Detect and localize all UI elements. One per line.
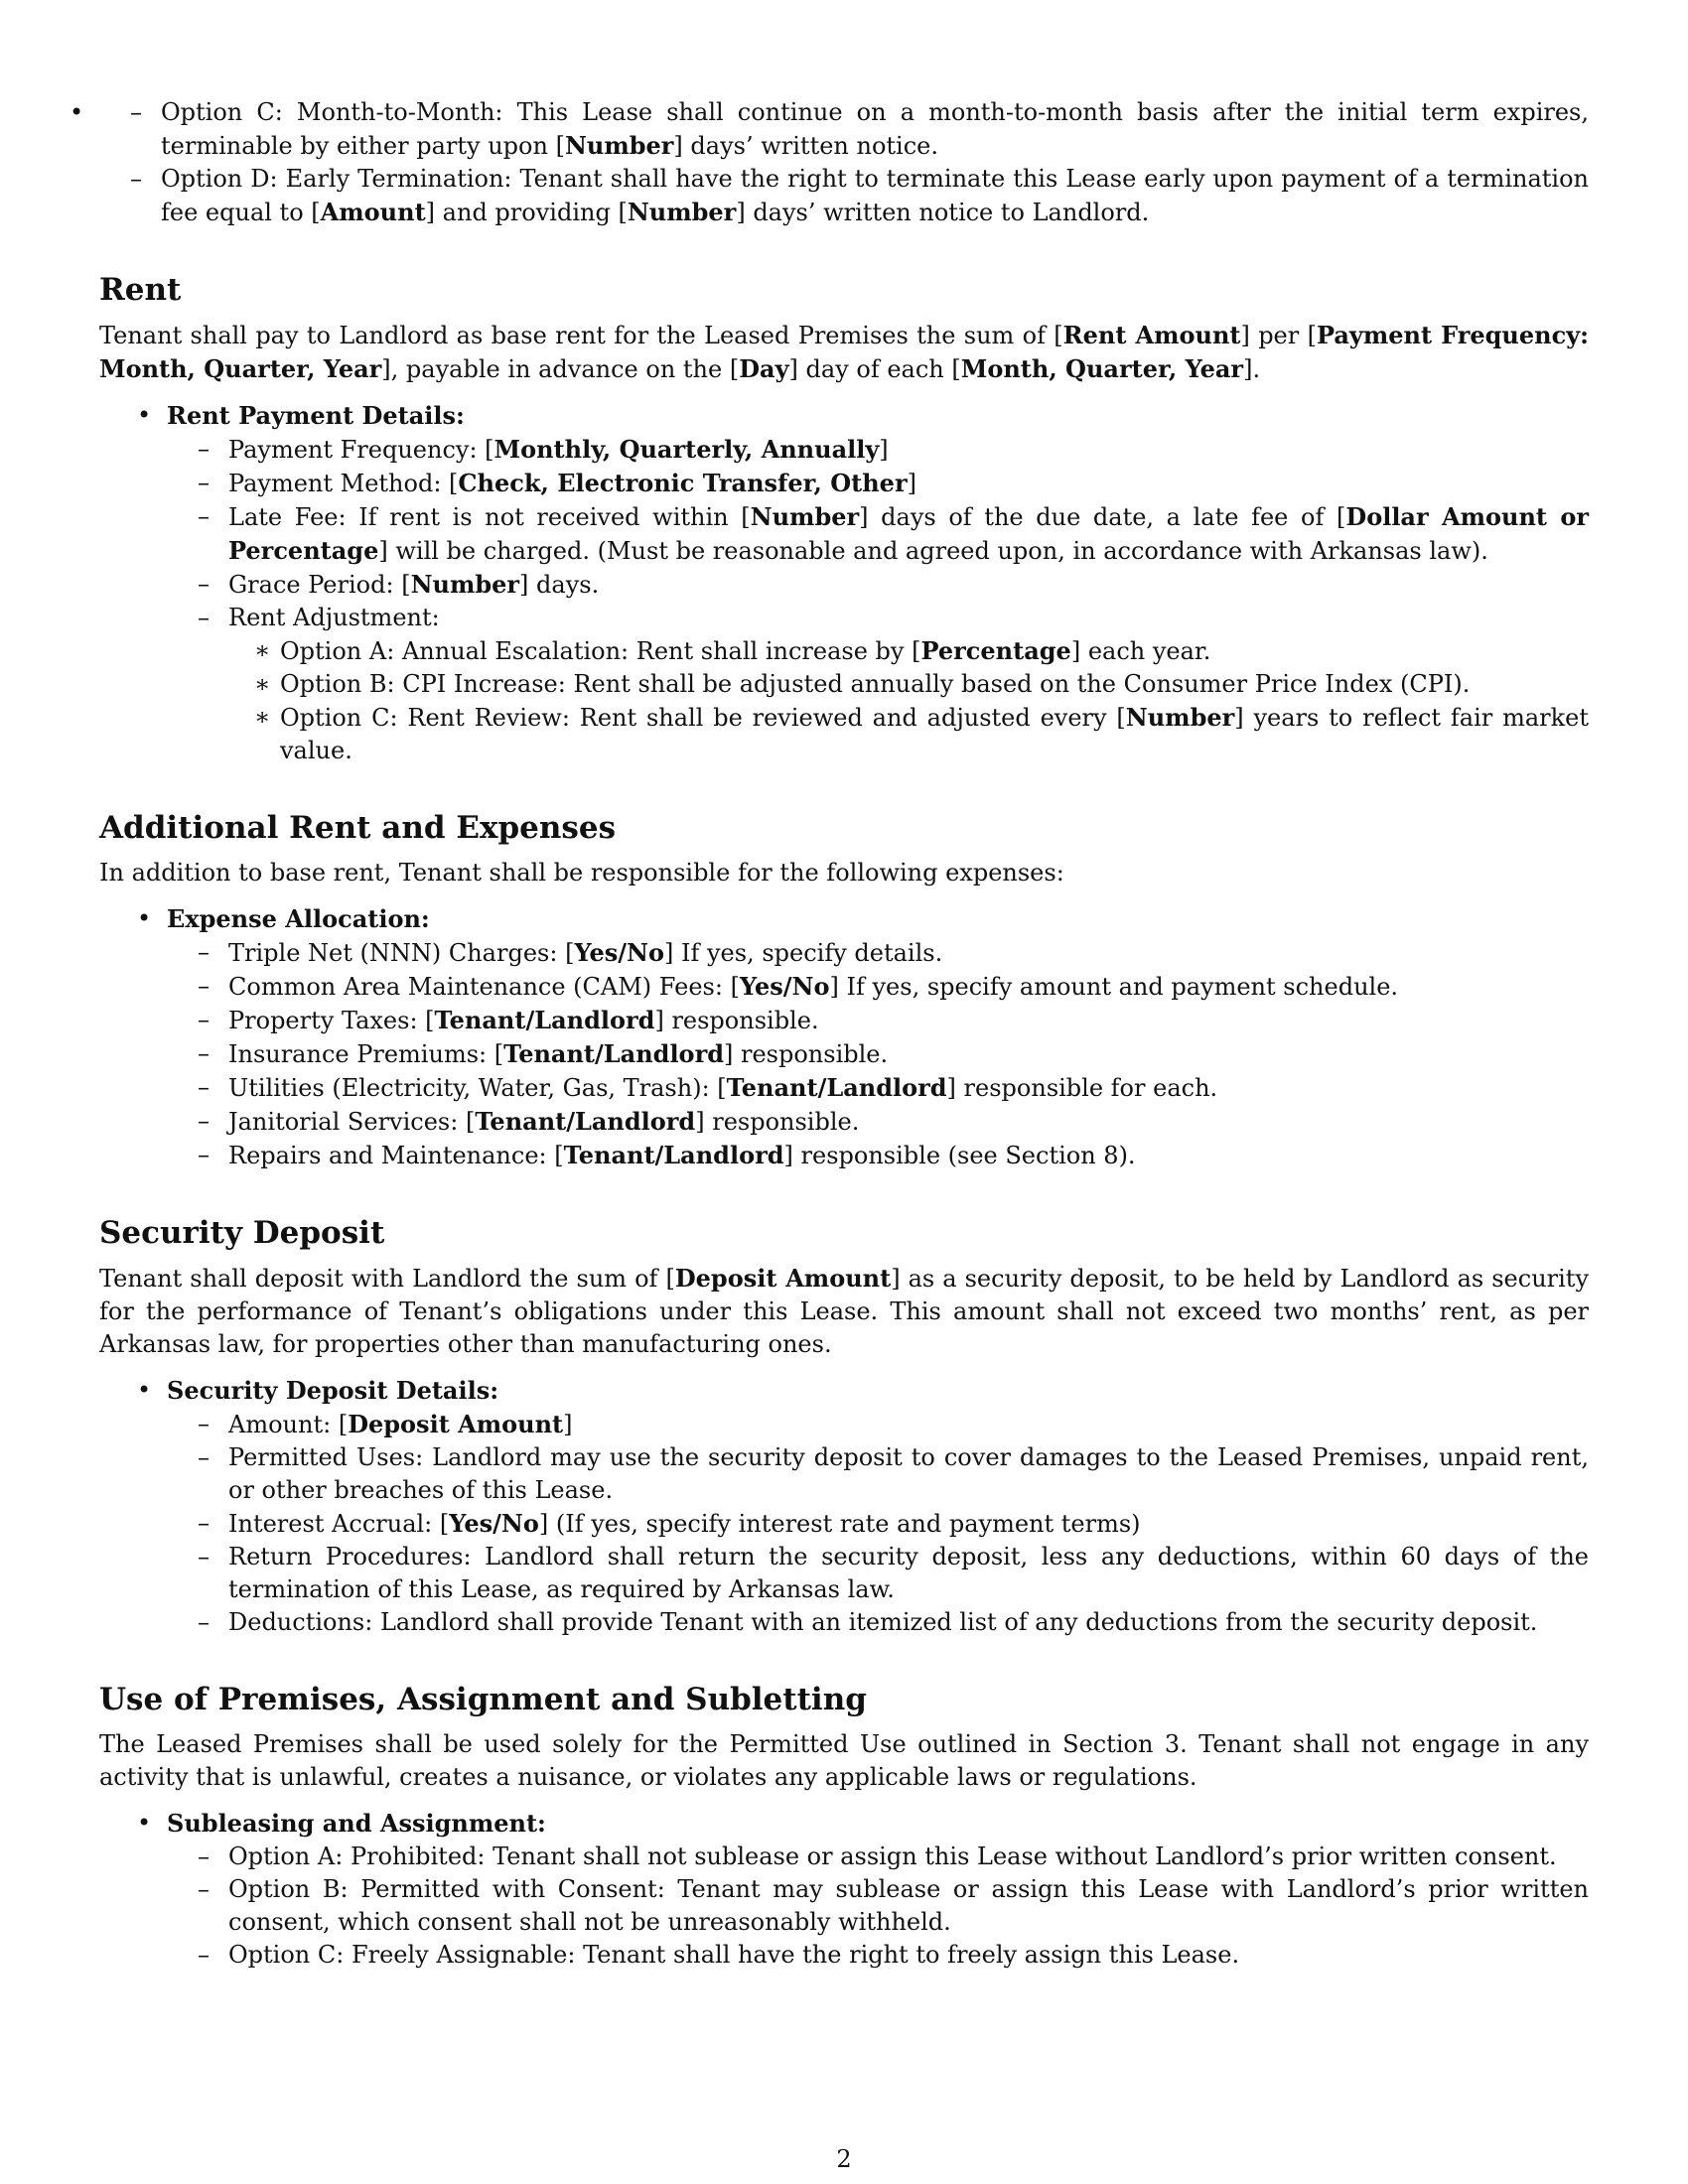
rent-details-list <box>99 399 1589 767</box>
list-item: – Utilities (Electricity, Water, Gas, Trash): [Tenant/Landlord] responsible for each. <box>167 1071 1589 1105</box>
term-option-d: – Option D: Early Termination: Tenant shall have the right to terminate this Lease early upon payment of a termination fee equal to [Amount] and providing [Number] days’ written notice to Landlord. <box>99 163 1589 229</box>
list-item: ∗ Option B: CPI Increase: Rent shall be adjusted annually based on the Consumer Price Index (CPI). <box>228 668 1589 701</box>
list-item: – Permitted Uses: Landlord may use the security deposit to cover damages to the Leased Premises, unpaid rent, or other breaches of this Lease. <box>167 1441 1589 1507</box>
list-item: – Option C: Freely Assignable: Tenant shall have the right to freely assign this Lease. <box>167 1939 1589 1972</box>
additional-rent-heading: Additional Rent and Expenses <box>99 810 617 846</box>
list-item: – Common Area Maintenance (CAM) Fees: [Yes/No] If yes, specify amount and payment schedule. <box>167 970 1589 1004</box>
list-item: – Payment Method: [Check, Electronic Transfer, Other] <box>167 467 1589 500</box>
subleasing-list <box>99 1807 1589 1972</box>
use-of-premises-paragraph: The Leased Premises shall be used solely for the Permitted Use outlined in Section 3. Tenant shall not engage in any activity that is unlawful, creates a nuisance, or violates any applicable laws or regulations. <box>99 1730 1589 1791</box>
list-item: ∗ Option C: Rent Review: Rent shall be reviewed and adjusted every [Number] years to reflect fair market value. <box>228 701 1589 767</box>
additional-rent-intro: In addition to base rent, Tenant shall be responsible for the following expenses: <box>99 859 1064 887</box>
list-item: – Late Fee: If rent is not received within [Number] days of the due date, a late fee of [Dollar Amount or Percentage] will be charged. (Must be reasonable and agreed upon, in accordance with Arkansas law). <box>167 500 1589 568</box>
list-item: – Grace Period: [Number] days. <box>167 568 1589 602</box>
list-item: – Option A: Prohibited: Tenant shall not sublease or assign this Lease without Landlord’s prior written consent. <box>167 1841 1589 1873</box>
list-item: – Property Taxes: [Tenant/Landlord] responsible. <box>167 1004 1589 1037</box>
list-item: – Option B: Permitted with Consent: Tenant may sublease or assign this Lease with Landlord’s prior written consent, which consent shall not be unreasonably withheld. <box>167 1873 1589 1939</box>
security-deposit-paragraph: Tenant shall deposit with Landlord the sum of [Deposit Amount] as a security deposit, to be held by Landlord as security for the performance of Tenant’s obligations under this Lease. This amount shall not exceed two months’ rent, as per Arkansas law, for properties other than manufacturing ones. <box>99 1264 1590 1358</box>
document-page <box>99 96 1589 1972</box>
list-item: – Insurance Premiums: [Tenant/Landlord] responsible. <box>167 1037 1589 1071</box>
use-of-premises-section <box>99 1681 1589 1972</box>
list-item: – Interest Accrual: [Yes/No] (If yes, specify interest rate and payment terms) <box>167 1507 1589 1541</box>
rent-heading: Rent <box>99 272 182 308</box>
subleasing-item: • Subleasing and Assignment: – Option A: Prohibited: Tenant shall not sublease or assign this Lease without Landlord’s prior written consent. – Option B: Permitted with Consent: Tenant may sublease or assign this Lease with Landlord’s prior written consent, which consent shall not be unreasonably withheld. – Option C: Freely Assignable: Tenant shall have the right to freely assign this Lease. <box>99 1807 1589 1972</box>
term-options-list <box>32 96 1589 229</box>
expense-list <box>99 902 1589 1172</box>
rent-details-item: • Rent Payment Details: – Payment Frequency: [Monthly, Quarterly, Annually] – Payment Method: [Check, Electronic Transfer, Other] – Late Fee: If rent is not received within [Number] days of the due date, a late fee of [Dollar Amount or Percentage] will be charged. (Must be reasonable and agreed upon, in accordance with Arkansas law). – Grace Period: [Number] days. – Rent Adjustment: ∗ Option A: Annual Escalation: Rent shall increase by [Percentage] each year. ∗ Option B: CPI Increase: Rent shall be adjusted annually based on the Consumer Price Index (CPI). ∗ Option C: Rent Review: Rent shall be reviewed and adjusted every [Number] years to reflect fair market value. <box>99 399 1589 767</box>
list-item: – Rent Adjustment: ∗ Option A: Annual Escalation: Rent shall increase by [Percentage] each year. ∗ Option B: CPI Increase: Rent shall be adjusted annually based on the Consumer Price Index (CPI). ∗ Option C: Rent Review: Rent shall be reviewed and adjusted every [Number] years to reflect fair market value. <box>167 602 1589 767</box>
deposit-details-list <box>99 1374 1589 1639</box>
rent-section <box>99 271 1589 767</box>
term-option-c: – • Option C: Month-to-Month: This Lease shall continue on a month-to-month basis after the initial term expires, terminable by either party upon [Number] days’ written notice. <box>99 96 1589 163</box>
security-deposit-section <box>99 1214 1589 1639</box>
additional-rent-section <box>99 809 1589 1172</box>
list-item: – Payment Frequency: [Monthly, Quarterly, Annually] <box>167 433 1589 467</box>
list-item: – Repairs and Maintenance: [Tenant/Landlord] responsible (see Section 8). <box>167 1139 1589 1172</box>
deposit-details-item: • Security Deposit Details: – Amount: [Deposit Amount] – Permitted Uses: Landlord may use the security deposit to cover damages to the Leased Premises, unpaid rent, or other breaches of this Lease. – Interest Accrual: [Yes/No] (If yes, specify interest rate and payment terms) – Return Procedures: Landlord shall return the security deposit, less any deductions, within 60 days of the termination of this Lease, as required by Arkansas law. – Deductions: Landlord shall provide Tenant with an itemized list of any deductions from the security deposit. <box>99 1374 1589 1639</box>
security-deposit-heading: Security Deposit <box>99 1215 385 1251</box>
page-number: 2 <box>836 2145 852 2173</box>
list-item: ∗ Option A: Annual Escalation: Rent shall increase by [Percentage] each year. <box>228 634 1589 668</box>
list-item: – Amount: [Deposit Amount] <box>167 1408 1589 1441</box>
list-item: – Triple Net (NNN) Charges: [Yes/No] If yes, specify details. <box>167 936 1589 970</box>
rent-paragraph: Tenant shall pay to Landlord as base rent for the Leased Premises the sum of [Rent Amount] per [Payment Frequency: Month, Quarter, Year], payable in advance on the [Day] day of each [Month, Quarter, Year]. <box>99 321 1589 383</box>
list-item: – Return Procedures: Landlord shall return the security deposit, less any deductions, within 60 days of the termination of this Lease, as required by Arkansas law. <box>167 1541 1589 1606</box>
expense-allocation-item: • Expense Allocation: – Triple Net (NNN) Charges: [Yes/No] If yes, specify details. – Common Area Maintenance (CAM) Fees: [Yes/No] If yes, specify amount and payment schedule. – Property Taxes: [Tenant/Landlord] responsible. – Insurance Premiums: [Tenant/Landlord] responsible. – Utilities (Electricity, Water, Gas, Trash): [Tenant/Landlord] responsible for each. – Janitorial Services: [Tenant/Landlord] responsible. – Repairs and Maintenance: [Tenant/Landlord] responsible (see Section 8). <box>99 902 1589 1172</box>
list-item: – Janitorial Services: [Tenant/Landlord] responsible. <box>167 1105 1589 1139</box>
list-item: – Deductions: Landlord shall provide Tenant with an itemized list of any deductions from the security deposit. <box>167 1606 1589 1639</box>
use-of-premises-heading: Use of Premises, Assignment and Subletting <box>99 1682 867 1717</box>
